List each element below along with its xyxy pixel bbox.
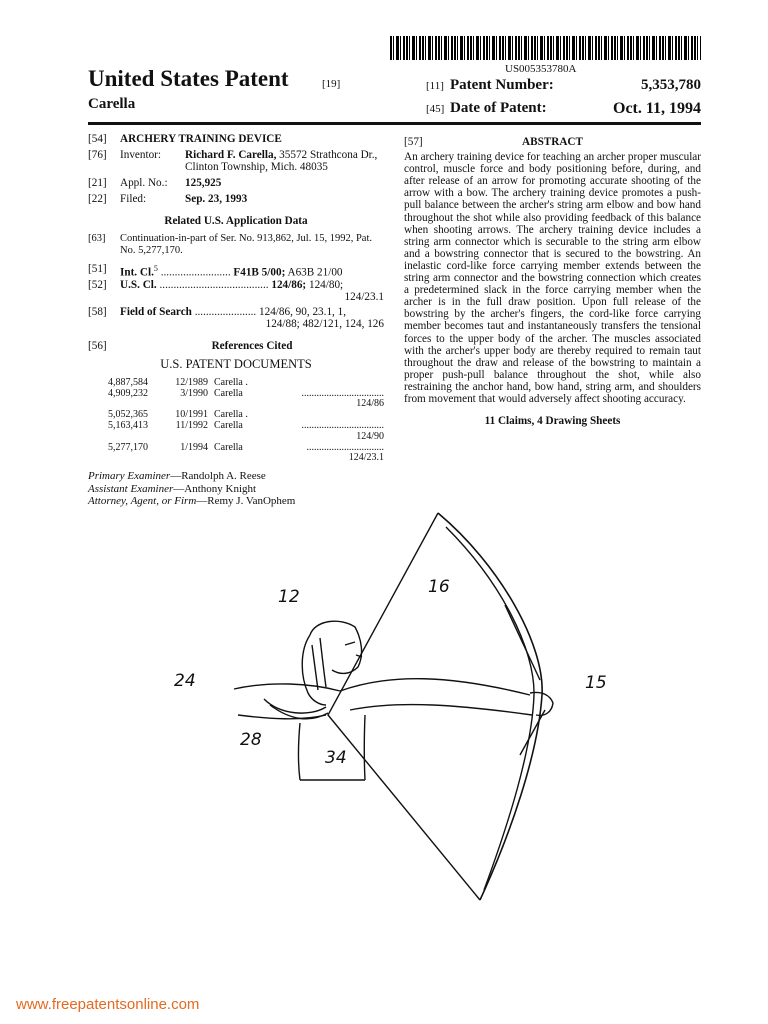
assistant-examiner-label: Assistant Examiner xyxy=(88,482,174,495)
references-heading-row xyxy=(88,340,384,352)
inventor-value xyxy=(185,149,384,173)
primary-examiner xyxy=(88,470,384,483)
int-cl-edition: 5 xyxy=(153,264,158,273)
leader-dots: ...................... xyxy=(191,305,257,318)
field-key: Appl. No.: xyxy=(120,177,168,189)
abstract-text: An archery training device for teaching an archer proper muscular control, muscle force and body positioning before, during, and after release of an arrow for promoting accurate shooting of the arrow with a bow. The archery training device promotes a push-pull balance between the archer's string arm elbow and bow hand throughout the shot while also providing feedback of this balance when shooting arrows. The archery training device includes a string arm connector which is securable to the string arm elbow and a bowstring connector that is secured to the bowstring. An inelastic cord-like force carrying member extends between the string arm connector and the bowstring connection which creates a predetermined slack in the force carrying member when the archer is in the full draw position. Upon full release of the bowstring by the archer's fingers, the cord-like force carrying member becomes taut and instantaneously transfers the tensional forces to the upper body of the archer. The muscles associated with the archer's upper body are thereby required to remain taut throughout the draw and release of the bowstring to maintain a proper push-pull balance throughout the shot, while also restraining the anchor hand, bow hand, string arm, and shoulders from movement that would adversely affect shooting accuracy. xyxy=(404,151,701,405)
us-cl-line2: 124/23.1 xyxy=(344,290,384,303)
title-code: [19] xyxy=(322,78,341,90)
field-code: [76] xyxy=(88,149,107,161)
cited-references xyxy=(108,378,384,464)
assistant-examiner-name: —Anthony Knight xyxy=(173,482,257,495)
leader-dots: ......................... xyxy=(157,266,231,279)
invention-title: ARCHERY TRAINING DEVICE xyxy=(120,133,282,145)
us-cl-value-secondary: 124/80; xyxy=(306,278,344,291)
cited-row xyxy=(108,378,384,389)
attorney-name: —Remy J. VanOphem xyxy=(196,495,296,508)
int-cl-value: F41B 5/00; xyxy=(233,266,286,279)
patent-number-code: [11] xyxy=(426,80,444,92)
cited-inventor: Carella xyxy=(214,419,243,431)
attorney-label: Attorney, Agent, or Firm xyxy=(88,495,197,508)
cited-inventor: Carella . xyxy=(214,409,248,421)
barcode-number: US005353780A xyxy=(505,63,577,75)
field-code: [52] xyxy=(88,278,107,291)
date-of-patent-row xyxy=(426,100,701,118)
reference-label-34: 34 xyxy=(325,748,347,768)
inventor-address: 35572 Strathcona Dr., Clinton Township, Mich. 48035 xyxy=(185,149,378,173)
claims-summary: 11 Claims, 4 Drawing Sheets xyxy=(484,415,621,428)
cited-row xyxy=(108,421,384,443)
appl-number: 125,925 xyxy=(185,177,222,189)
field-code: [51] xyxy=(88,263,107,275)
us-patent-documents-heading: U.S. PATENT DOCUMENTS xyxy=(160,356,312,371)
field-code: [54] xyxy=(88,133,107,145)
cited-date: 12/1989 xyxy=(175,376,208,388)
cited-number: 4,887,584 xyxy=(108,376,148,388)
continuation-field xyxy=(88,233,384,257)
reference-label-15: 15 xyxy=(585,673,607,693)
field-code: [22] xyxy=(88,193,107,205)
inventor-surname: Carella xyxy=(88,96,136,112)
reference-label-28: 28 xyxy=(240,730,262,750)
field-code: [63] xyxy=(88,233,106,244)
barcode xyxy=(390,36,701,60)
archer-drawing xyxy=(150,505,630,915)
patent-number-label: Patent Number: xyxy=(450,77,554,93)
cited-date: 10/1991 xyxy=(175,409,208,421)
leader-dots: ....................................... xyxy=(156,278,269,291)
cited-class: ................................. 124/90 xyxy=(301,419,384,442)
header-divider xyxy=(88,122,701,125)
primary-examiner-name: —Randolph A. Reese xyxy=(170,470,266,483)
title-field xyxy=(88,133,384,145)
bibliographic-column xyxy=(88,133,384,508)
appl-field xyxy=(88,177,384,189)
field-code: [57] xyxy=(404,136,423,148)
reference-label-12: 12 xyxy=(278,587,300,607)
date-code: [45] xyxy=(426,103,445,115)
search-line2: 124/88; 482/121, 124, 126 xyxy=(265,317,384,330)
assistant-examiner xyxy=(88,483,384,496)
filed-field xyxy=(88,193,384,205)
references-heading: References Cited xyxy=(211,339,293,352)
field-key: Filed: xyxy=(120,193,147,205)
cited-number: 5,052,365 xyxy=(108,409,148,421)
date-of-patent: Oct. 11, 1994 xyxy=(613,100,701,117)
cited-number: 4,909,232 xyxy=(108,387,148,399)
cited-date: 1/1994 xyxy=(180,441,208,453)
int-cl-field xyxy=(88,263,384,279)
cited-inventor: Carella . xyxy=(214,376,248,388)
cited-number: 5,277,170 xyxy=(108,441,148,453)
related-heading: Related U.S. Application Data xyxy=(164,215,308,227)
field-key: Inventor: xyxy=(120,149,162,161)
cited-class: ................................. 124/86 xyxy=(301,387,384,410)
cited-number: 5,163,413 xyxy=(108,419,148,431)
patent-number: 5,353,780 xyxy=(641,77,701,93)
cited-inventor: Carella xyxy=(214,441,243,453)
reference-label-24: 24 xyxy=(174,671,196,691)
field-code: [21] xyxy=(88,177,107,189)
primary-examiner-label: Primary Examiner xyxy=(88,470,171,483)
patent-number-row xyxy=(426,77,701,94)
field-code: [58] xyxy=(88,305,107,318)
abstract-heading-row xyxy=(404,136,701,148)
abstract-heading: ABSTRACT xyxy=(522,136,583,148)
search-value: 124/86, 90, 23.1, 1, xyxy=(259,305,347,318)
filed-date: Sep. 23, 1993 xyxy=(185,193,248,205)
cited-class xyxy=(274,378,384,389)
cited-class: ............................... 124/23.1 xyxy=(306,441,384,464)
field-of-search xyxy=(88,306,384,318)
us-cl-field xyxy=(88,279,384,291)
us-cl-value: 124/86; xyxy=(271,278,307,291)
source-link[interactable]: www.freepatentsonline.com xyxy=(16,996,200,1013)
inventor-field xyxy=(88,149,384,173)
int-cl-value-secondary: A63B 21/00 xyxy=(285,266,343,279)
cited-row xyxy=(108,389,384,411)
cited-row xyxy=(108,443,384,465)
continuation-text: Continuation-in-part of Ser. No. 913,862, Jul. 15, 1992, Pat. No. 5,277,170. xyxy=(120,233,372,256)
inventor-name: Richard F. Carella, xyxy=(185,149,277,161)
date-label: Date of Patent: xyxy=(450,100,547,116)
patent-drawing xyxy=(150,505,630,915)
cited-inventor: Carella xyxy=(214,387,243,399)
field-code: [56] xyxy=(88,339,107,352)
patent-title-heading: United States Patent xyxy=(88,66,289,91)
cited-date: 3/1990 xyxy=(180,387,208,399)
search-key: Field of Search xyxy=(120,305,192,318)
reference-label-16: 16 xyxy=(428,577,450,597)
int-cl-key: Int. Cl. xyxy=(120,266,154,279)
cited-date: 11/1992 xyxy=(175,419,208,431)
us-cl-key: U.S. Cl. xyxy=(120,278,157,291)
examiners xyxy=(88,470,384,508)
abstract-column xyxy=(404,136,701,427)
